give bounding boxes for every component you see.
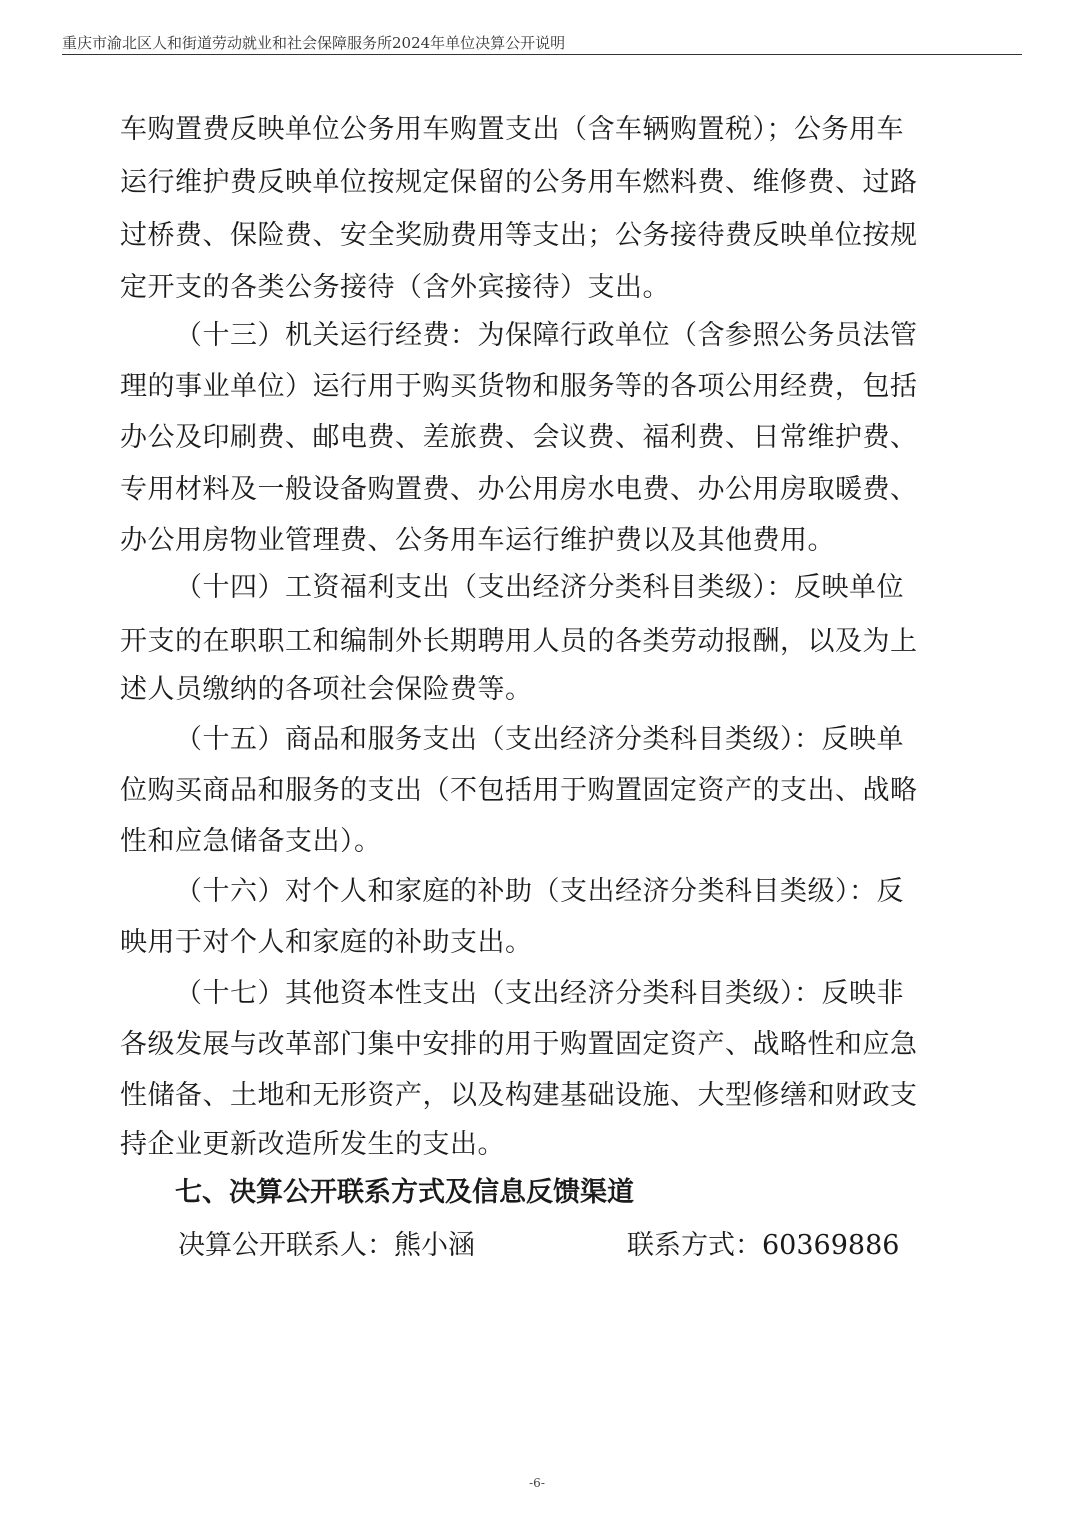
paragraph-15-start: （十五）商品和服务支出（支出经济分类科目类级）：反映单 (175, 724, 904, 755)
paragraph-16-start: （十六）对个人和家庭的补助（支出经济分类科目类级）：反 (175, 876, 904, 907)
body-text-line: 性和应急储备支出）。 (120, 826, 382, 857)
body-text-line: 车购置费反映单位公务用车购置支出（含车辆购置税）；公务用车 (120, 114, 904, 145)
body-text-line: 运行维护费反映单位按规定保留的公务用车燃料费、维修费、过路 (120, 167, 918, 198)
section-heading: 七、决算公开联系方式及信息反馈渠道 (175, 1177, 634, 1208)
body-text-line: 专用材料及一般设备购置费、办公用房水电费、办公用房取暖费、 (120, 474, 918, 505)
body-text-line: 办公及印刷费、邮电费、差旅费、会议费、福利费、日常维护费、 (120, 422, 918, 453)
body-text-line: 持企业更新改造所发生的支出。 (120, 1129, 505, 1160)
paragraph-14-start: （十四）工资福利支出（支出经济分类科目类级）：反映单位 (175, 572, 904, 603)
contact-phone: 联系方式：60369886 (627, 1230, 900, 1261)
body-text-line: 各级发展与改革部门集中安排的用于购置固定资产、战略性和应急 (120, 1029, 918, 1060)
body-text-line: 办公用房物业管理费、公务用车运行维护费以及其他费用。 (120, 525, 835, 556)
document-title: 重庆市渝北区人和街道劳动就业和社会保障服务所2024年单位决算公开说明 (62, 34, 566, 52)
body-text-line: 开支的在职职工和编制外长期聘用人员的各类劳动报酬，以及为上 (120, 626, 918, 657)
contact-person: 决算公开联系人：熊小涵 (178, 1230, 475, 1261)
body-text-line: 述人员缴纳的各项社会保险费等。 (120, 674, 533, 705)
body-text-line: 性储备、土地和无形资产，以及构建基础设施、大型修缮和财政支 (120, 1080, 918, 1111)
page-header (62, 26, 1022, 55)
body-text-line: 过桥费、保险费、安全奖励费用等支出；公务接待费反映单位按规 (120, 220, 918, 251)
body-text-line: 定开支的各类公务接待（含外宾接待）支出。 (120, 272, 670, 303)
paragraph-13-start: （十三）机关运行经费：为保障行政单位（含参照公务员法管 (175, 320, 918, 351)
body-text-line: 映用于对个人和家庭的补助支出。 (120, 927, 533, 958)
body-text-line: 理的事业单位）运行用于购买货物和服务等的各项公用经费，包括 (120, 371, 918, 402)
body-text-line: 位购买商品和服务的支出（不包括用于购置固定资产的支出、战略 (120, 775, 918, 806)
page-number: -6- (529, 1476, 545, 1490)
paragraph-17-start: （十七）其他资本性支出（支出经济分类科目类级）：反映非 (175, 978, 904, 1009)
